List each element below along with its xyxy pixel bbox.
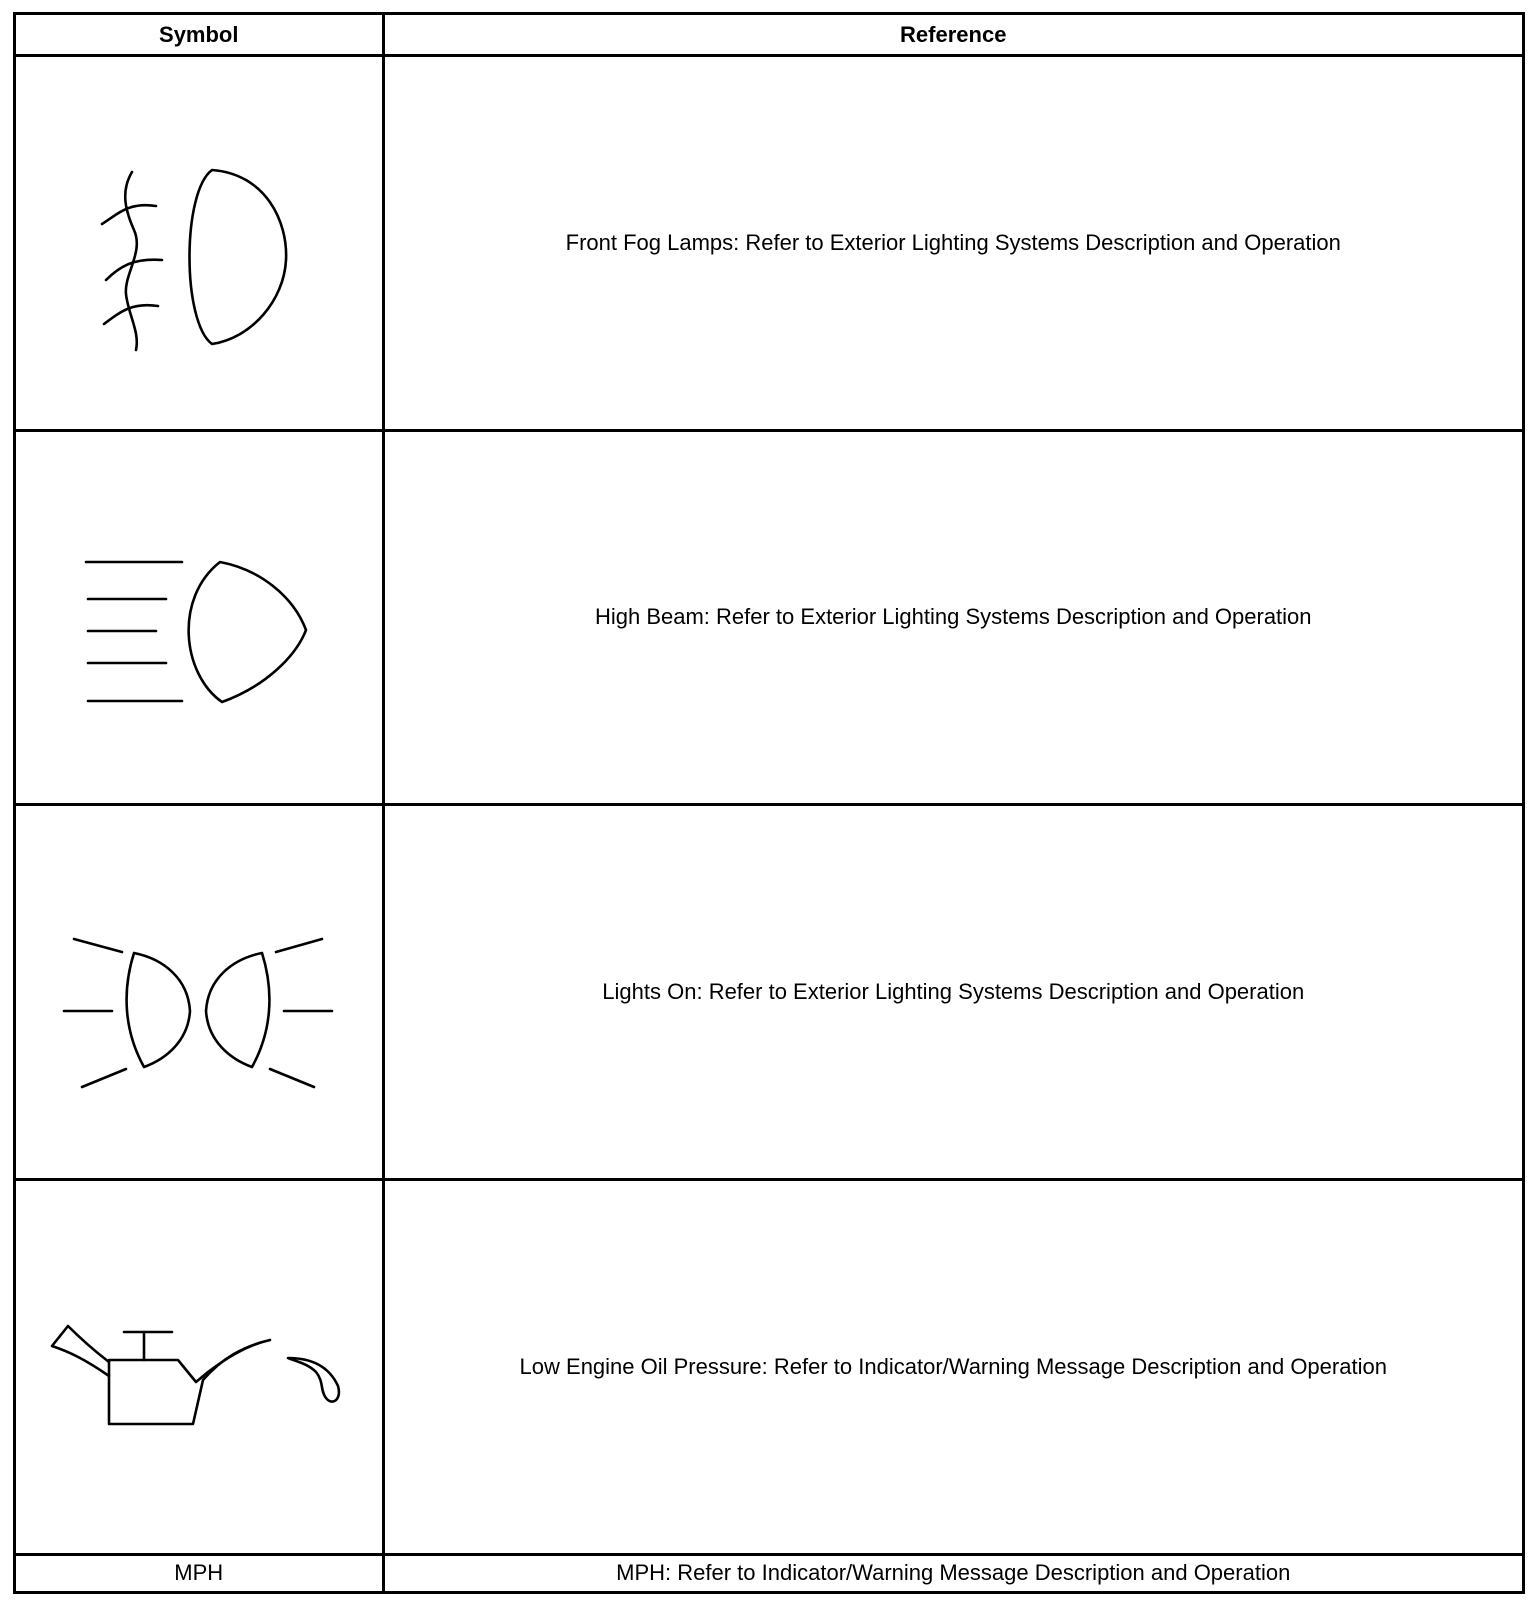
table-row <box>16 430 1522 805</box>
reference-cell: Front Fog Lamps: Refer to Exterior Lighting Systems Description and Operation <box>383 56 1522 431</box>
table-row <box>16 1179 1522 1554</box>
reference-cell: MPH: Refer to Indicator/Warning Message Description and Operation <box>383 1554 1522 1591</box>
lights-on-icon <box>16 811 383 1173</box>
symbol-reference-sheet <box>13 12 1525 1594</box>
symbol-cell <box>16 430 383 805</box>
table-row <box>16 805 1522 1180</box>
header-reference: Reference <box>383 15 1522 56</box>
reference-cell: High Beam: Refer to Exterior Lighting Systems Description and Operation <box>383 430 1522 805</box>
oil-can-icon <box>16 1186 383 1548</box>
reference-cell: Low Engine Oil Pressure: Refer to Indicator/Warning Message Description and Operation <box>383 1179 1522 1554</box>
reference-cell: Lights On: Refer to Exterior Lighting Systems Description and Operation <box>383 805 1522 1180</box>
symbol-cell <box>16 1179 383 1554</box>
header-symbol: Symbol <box>16 15 383 56</box>
table-row <box>16 1554 1522 1591</box>
table-row <box>16 56 1522 431</box>
table-header-row <box>16 15 1522 56</box>
high-beam-icon <box>16 436 383 798</box>
symbol-text-cell: MPH <box>16 1554 383 1591</box>
symbol-cell <box>16 805 383 1180</box>
symbol-cell <box>16 56 383 431</box>
front-fog-lamp-icon <box>16 62 383 424</box>
symbol-reference-table <box>16 15 1522 1591</box>
